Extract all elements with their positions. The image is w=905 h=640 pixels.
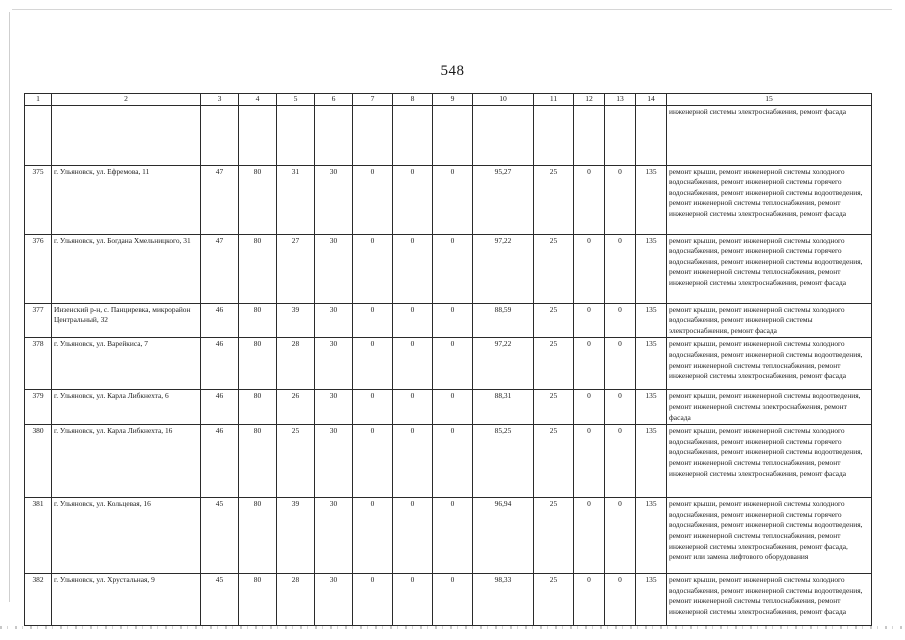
address: г. Ульяновск, ул. Кольцевая, 16 xyxy=(52,498,201,574)
col-8-value: 0 xyxy=(393,390,433,425)
col-14-value: 135 xyxy=(636,234,667,303)
col-5-value: 28 xyxy=(277,338,315,390)
col-11-value: 25 xyxy=(534,165,574,234)
col-13-value: 0 xyxy=(605,574,636,626)
col-4-value: 80 xyxy=(239,303,277,338)
col-9-value: 0 xyxy=(433,234,473,303)
work-description: ремонт крыши, ремонт инженерной системы водоотведения, ремонт инженерной системы электроснабжения, ремонт фасада xyxy=(667,390,872,425)
column-header: 12 xyxy=(574,94,605,106)
col-11-value: 25 xyxy=(534,390,574,425)
table-row xyxy=(25,165,872,234)
work-description: ремонт крыши, ремонт инженерной системы холодного водоснабжения, ремонт инженерной системы горячего водоснабжения, ремонт инженерной системы водоотведения, ремонт инженерной системы теплоснабжения, ремонт инженерной системы электроснабжения, ремонт фасада xyxy=(667,165,872,234)
col-4-value: 80 xyxy=(239,425,277,498)
col-10-value: 95,27 xyxy=(473,165,534,234)
col-13-value: 0 xyxy=(605,425,636,498)
col-6-value: 30 xyxy=(315,390,353,425)
col-4-value: 80 xyxy=(239,498,277,574)
work-description: ремонт крыши, ремонт инженерной системы холодного водоснабжения, ремонт инженерной системы горячего водоснабжения, ремонт инженерной системы водоотведения, ремонт инженерной системы теплоснабжения, ремонт инженерной системы электроснабжения, ремонт фасада, ремонт или замена лифтового оборудования xyxy=(667,498,872,574)
col-4-value: 80 xyxy=(239,165,277,234)
col-3-value: 46 xyxy=(201,338,239,390)
col-5-value: 28 xyxy=(277,574,315,626)
empty-cell xyxy=(534,105,574,165)
col-10-value: 96,94 xyxy=(473,498,534,574)
address: г. Ульяновск, ул. Варейкиса, 7 xyxy=(52,338,201,390)
col-9-value: 0 xyxy=(433,425,473,498)
col-6-value: 30 xyxy=(315,165,353,234)
col-5-value: 39 xyxy=(277,303,315,338)
col-13-value: 0 xyxy=(605,338,636,390)
col-3-value: 45 xyxy=(201,498,239,574)
continuation-row xyxy=(25,105,872,165)
col-6-value: 30 xyxy=(315,498,353,574)
header-row xyxy=(25,94,872,106)
col-5-value: 26 xyxy=(277,390,315,425)
col-6-value: 30 xyxy=(315,574,353,626)
col-13-value: 0 xyxy=(605,498,636,574)
col-10-value: 85,25 xyxy=(473,425,534,498)
col-5-value: 39 xyxy=(277,498,315,574)
col-14-value: 135 xyxy=(636,574,667,626)
table-row xyxy=(25,303,872,338)
empty-cell xyxy=(574,105,605,165)
row-number: 376 xyxy=(25,234,52,303)
col-6-value: 30 xyxy=(315,425,353,498)
empty-cell xyxy=(201,105,239,165)
empty-cell xyxy=(25,105,52,165)
col-10-value: 88,31 xyxy=(473,390,534,425)
col-3-value: 47 xyxy=(201,234,239,303)
col-11-value: 25 xyxy=(534,425,574,498)
table-row xyxy=(25,338,872,390)
col-9-value: 0 xyxy=(433,390,473,425)
col-14-value: 135 xyxy=(636,498,667,574)
col-11-value: 25 xyxy=(534,574,574,626)
table-row xyxy=(25,234,872,303)
col-8-value: 0 xyxy=(393,498,433,574)
table-row xyxy=(25,574,872,626)
col-9-value: 0 xyxy=(433,165,473,234)
col-8-value: 0 xyxy=(393,303,433,338)
empty-cell xyxy=(605,105,636,165)
empty-cell xyxy=(636,105,667,165)
col-11-value: 25 xyxy=(534,303,574,338)
col-13-value: 0 xyxy=(605,390,636,425)
col-6-value: 30 xyxy=(315,338,353,390)
empty-cell xyxy=(473,105,534,165)
col-3-value: 46 xyxy=(201,390,239,425)
col-4-value: 80 xyxy=(239,338,277,390)
col-4-value: 80 xyxy=(239,574,277,626)
work-description: ремонт крыши, ремонт инженерной системы холодного водоснабжения, ремонт инженерной системы водоотведения, ремонт инженерной системы теплоснабжения, ремонт инженерной системы электроснабжения, ремонт фасада xyxy=(667,338,872,390)
col-9-value: 0 xyxy=(433,574,473,626)
table-row xyxy=(25,498,872,574)
col-3-value: 45 xyxy=(201,574,239,626)
col-8-value: 0 xyxy=(393,338,433,390)
row-number: 378 xyxy=(25,338,52,390)
row-number: 380 xyxy=(25,425,52,498)
empty-cell xyxy=(433,105,473,165)
address: Инзенский р-н, с. Панциревка, микрорайон Центральный, 32 xyxy=(52,303,201,338)
col-14-value: 135 xyxy=(636,390,667,425)
col-3-value: 47 xyxy=(201,165,239,234)
col-3-value: 46 xyxy=(201,303,239,338)
col-14-value: 135 xyxy=(636,303,667,338)
col-10-value: 88,59 xyxy=(473,303,534,338)
col-4-value: 80 xyxy=(239,390,277,425)
empty-cell xyxy=(315,105,353,165)
column-header: 14 xyxy=(636,94,667,106)
column-header: 3 xyxy=(201,94,239,106)
col-3-value: 46 xyxy=(201,425,239,498)
col-12-value: 0 xyxy=(574,303,605,338)
scan-edge-left xyxy=(9,12,10,602)
column-header: 6 xyxy=(315,94,353,106)
scan-noise xyxy=(0,626,905,629)
address: г. Ульяновск, ул. Богдана Хмельницкого, 31 xyxy=(52,234,201,303)
address: г. Ульяновск, ул. Карла Либкнехта, 16 xyxy=(52,425,201,498)
column-header: 2 xyxy=(52,94,201,106)
col-5-value: 27 xyxy=(277,234,315,303)
col-14-value: 135 xyxy=(636,165,667,234)
col-12-value: 0 xyxy=(574,498,605,574)
col-7-value: 0 xyxy=(353,338,393,390)
column-header: 9 xyxy=(433,94,473,106)
work-description: инженерной системы электроснабжения, ремонт фасада xyxy=(667,105,872,165)
table-row xyxy=(25,390,872,425)
address: г. Ульяновск, ул. Карла Либкнехта, 6 xyxy=(52,390,201,425)
col-14-value: 135 xyxy=(636,338,667,390)
col-8-value: 0 xyxy=(393,234,433,303)
column-header: 11 xyxy=(534,94,574,106)
column-header: 4 xyxy=(239,94,277,106)
col-7-value: 0 xyxy=(353,303,393,338)
col-12-value: 0 xyxy=(574,425,605,498)
column-header: 8 xyxy=(393,94,433,106)
column-header: 7 xyxy=(353,94,393,106)
col-8-value: 0 xyxy=(393,574,433,626)
col-5-value: 25 xyxy=(277,425,315,498)
row-number: 379 xyxy=(25,390,52,425)
col-12-value: 0 xyxy=(574,234,605,303)
col-7-value: 0 xyxy=(353,390,393,425)
page-number: 548 xyxy=(440,63,465,79)
col-10-value: 98,33 xyxy=(473,574,534,626)
empty-cell xyxy=(277,105,315,165)
col-10-value: 97,22 xyxy=(473,234,534,303)
col-13-value: 0 xyxy=(605,303,636,338)
col-13-value: 0 xyxy=(605,165,636,234)
col-8-value: 0 xyxy=(393,425,433,498)
row-number: 377 xyxy=(25,303,52,338)
empty-cell xyxy=(52,105,201,165)
column-header: 10 xyxy=(473,94,534,106)
col-8-value: 0 xyxy=(393,165,433,234)
col-12-value: 0 xyxy=(574,390,605,425)
work-description: ремонт крыши, ремонт инженерной системы холодного водоснабжения, ремонт инженерной системы электроснабжения, ремонт фасада xyxy=(667,303,872,338)
col-13-value: 0 xyxy=(605,234,636,303)
col-10-value: 97,22 xyxy=(473,338,534,390)
empty-cell xyxy=(239,105,277,165)
col-6-value: 30 xyxy=(315,303,353,338)
col-9-value: 0 xyxy=(433,498,473,574)
column-header: 13 xyxy=(605,94,636,106)
address: г. Ульяновск, ул. Хрустальная, 9 xyxy=(52,574,201,626)
col-12-value: 0 xyxy=(574,338,605,390)
scan-edge-top xyxy=(12,9,892,10)
column-header: 15 xyxy=(667,94,872,106)
row-number: 381 xyxy=(25,498,52,574)
column-header: 5 xyxy=(277,94,315,106)
col-7-value: 0 xyxy=(353,425,393,498)
col-5-value: 31 xyxy=(277,165,315,234)
col-11-value: 25 xyxy=(534,498,574,574)
col-11-value: 25 xyxy=(534,338,574,390)
work-description: ремонт крыши, ремонт инженерной системы холодного водоснабжения, ремонт инженерной системы горячего водоснабжения, ремонт инженерной системы водоотведения, ремонт инженерной системы теплоснабжения, ремонт инженерной системы электроснабжения, ремонт фасада xyxy=(667,234,872,303)
works-table xyxy=(24,93,872,626)
col-12-value: 0 xyxy=(574,165,605,234)
col-7-value: 0 xyxy=(353,234,393,303)
address: г. Ульяновск, ул. Ефремова, 11 xyxy=(52,165,201,234)
work-description: ремонт крыши, ремонт инженерной системы холодного водоснабжения, ремонт инженерной системы водоотведения, ремонт инженерной системы теплоснабжения, ремонт инженерной системы электроснабжения, ремонт фасада xyxy=(667,574,872,626)
table-row xyxy=(25,425,872,498)
col-6-value: 30 xyxy=(315,234,353,303)
col-11-value: 25 xyxy=(534,234,574,303)
empty-cell xyxy=(393,105,433,165)
col-7-value: 0 xyxy=(353,498,393,574)
col-7-value: 0 xyxy=(353,165,393,234)
col-14-value: 135 xyxy=(636,425,667,498)
col-9-value: 0 xyxy=(433,303,473,338)
col-9-value: 0 xyxy=(433,338,473,390)
column-header: 1 xyxy=(25,94,52,106)
work-description: ремонт крыши, ремонт инженерной системы холодного водоснабжения, ремонт инженерной системы горячего водоснабжения, ремонт инженерной системы водоотведения, ремонт инженерной системы теплоснабжения, ремонт инженерной системы электроснабжения, ремонт фасада xyxy=(667,425,872,498)
empty-cell xyxy=(353,105,393,165)
col-12-value: 0 xyxy=(574,574,605,626)
col-4-value: 80 xyxy=(239,234,277,303)
row-number: 382 xyxy=(25,574,52,626)
row-number: 375 xyxy=(25,165,52,234)
col-7-value: 0 xyxy=(353,574,393,626)
